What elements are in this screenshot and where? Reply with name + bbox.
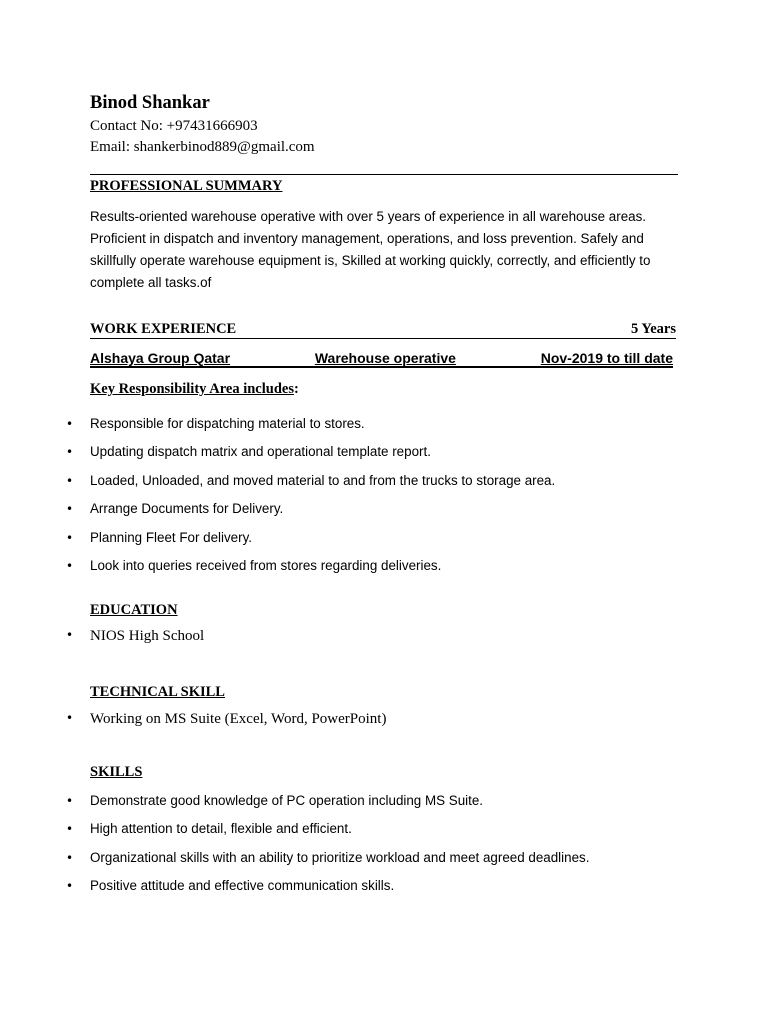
skills-heading: SKILLS <box>90 764 143 780</box>
list-item: • Demonstrate good knowledge of PC operation including MS Suite. <box>90 792 589 820</box>
summary-heading: PROFESSIONAL SUMMARY <box>90 178 283 194</box>
job-entry <box>90 350 673 368</box>
email-address: Email: shankerbinod889@gmail.com <box>90 139 315 155</box>
candidate-name: Binod Shankar <box>90 93 210 113</box>
list-item: • Look into queries received from stores regarding deliveries. <box>90 557 555 585</box>
contact-number: Contact No: +97431666903 <box>90 118 258 134</box>
responsibilities-list <box>90 415 555 585</box>
list-item: • Positive attitude and effective communication skills. <box>90 877 589 905</box>
kra-colon: : <box>293 381 299 397</box>
summary-text: Results-oriented warehouse operative with over 5 years of experience in all warehouse areas. Proficient in dispatch and inventory management, operations, and loss prevention. Safely and skillfully operate warehouse equipment is, Skilled at working quickly, correctly, and efficiently to complete all tasks.of <box>90 209 651 290</box>
technical-skill-heading: TECHNICAL SKILL <box>90 684 225 700</box>
kra-title: Key Responsibility Area includes <box>90 381 294 397</box>
education-list <box>90 628 204 645</box>
kra-heading <box>90 381 299 398</box>
work-experience-header <box>90 321 676 339</box>
skills-list <box>90 792 589 906</box>
technical-skill-list <box>90 711 386 728</box>
header-divider <box>90 174 678 175</box>
list-item: • Planning Fleet For delivery. <box>90 529 555 557</box>
job-period: Nov-2019 to till date <box>540 350 673 366</box>
list-item: • Organizational skills with an ability to prioritize workload and meet agreed deadlines. <box>90 849 589 877</box>
list-item: • Updating dispatch matrix and operational template report. <box>90 443 555 471</box>
list-item: • Arrange Documents for Delivery. <box>90 500 555 528</box>
list-item: • NIOS High School <box>90 628 204 645</box>
list-item: • Loaded, Unloaded, and moved material to and from the trucks to storage area. <box>90 472 555 500</box>
education-heading: EDUCATION <box>90 602 178 618</box>
list-item: • Working on MS Suite (Excel, Word, PowerPoint) <box>90 711 386 728</box>
list-item: • High attention to detail, flexible and efficient. <box>90 820 589 848</box>
list-item: • Responsible for dispatching material to stores. <box>90 415 555 443</box>
work-experience-title: WORK EXPERIENCE <box>90 321 237 337</box>
job-role: Warehouse operative <box>314 350 456 366</box>
job-company: Alshaya Group Qatar <box>90 350 231 366</box>
work-experience-duration: 5 Years <box>631 321 676 337</box>
